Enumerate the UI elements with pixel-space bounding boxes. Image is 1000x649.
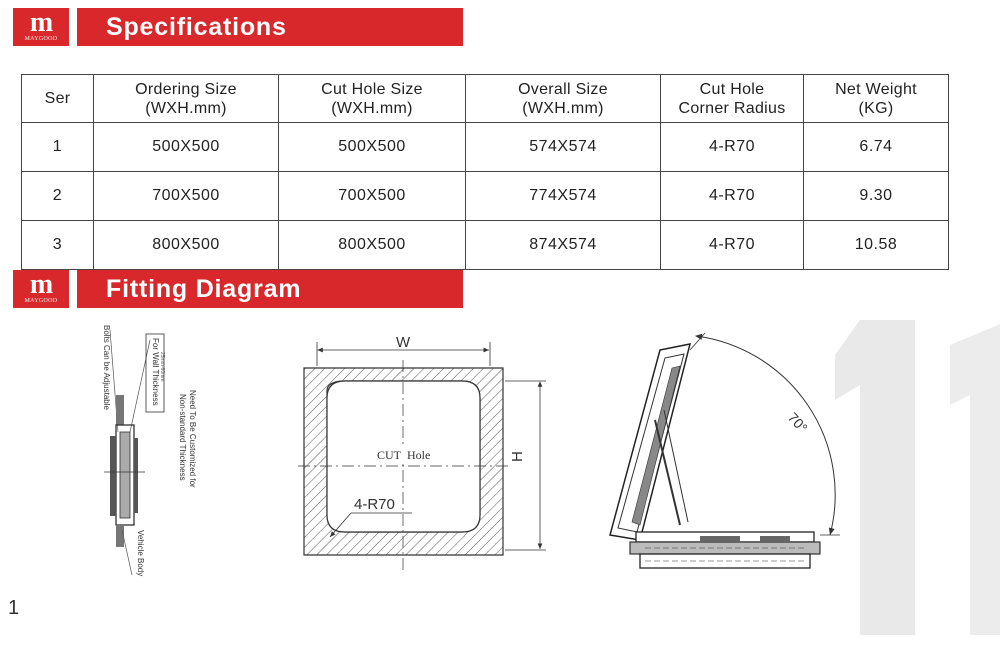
label-hole: Hole bbox=[407, 448, 431, 462]
cell-ordering-size: 800X500 bbox=[94, 221, 279, 270]
header-unit: (WXH.mm) bbox=[145, 99, 227, 117]
label-vehicle-body: Vehicle Body bbox=[136, 530, 145, 577]
label-width: W bbox=[396, 334, 411, 351]
cell-overall-size: 874X574 bbox=[466, 221, 661, 270]
label-cut: CUT bbox=[377, 448, 401, 462]
cell-corner-radius: 4-R70 bbox=[661, 123, 804, 172]
cut-hole-diagram bbox=[298, 334, 546, 570]
header-text: Overall Size bbox=[518, 80, 608, 98]
logo-name: MAYGOOD bbox=[24, 298, 58, 304]
label-bolts-adjustable: Bolts Can be Adjustable bbox=[102, 325, 111, 410]
page-number: 1 bbox=[8, 597, 20, 619]
hatch-opening-diagram bbox=[610, 333, 840, 568]
header-text: Cut Hole Size bbox=[321, 80, 423, 98]
cell-corner-radius: 4-R70 bbox=[661, 172, 804, 221]
cell-net-weight: 6.74 bbox=[804, 123, 949, 172]
label-wall-thickness: For Wall Thickness bbox=[151, 338, 160, 406]
cell-ser: 2 bbox=[22, 172, 94, 221]
cell-ordering-size: 500X500 bbox=[94, 123, 279, 172]
header-text: Net Weight bbox=[835, 80, 917, 98]
label-customized-2: Non-standard Thickness bbox=[178, 394, 187, 481]
logo-name: MAYGOOD bbox=[24, 36, 58, 42]
header-unit: (KG) bbox=[858, 99, 894, 117]
cell-cut-hole-size: 700X500 bbox=[279, 172, 466, 221]
header-text: Cut Hole bbox=[699, 80, 765, 98]
cell-overall-size: 774X574 bbox=[466, 172, 661, 221]
cell-ser: 1 bbox=[22, 123, 94, 172]
label-radius: 4-R70 bbox=[354, 496, 395, 513]
header-text: Ser bbox=[44, 90, 71, 107]
side-section-diagram bbox=[102, 325, 197, 576]
cell-cut-hole-size: 800X500 bbox=[279, 221, 466, 270]
header-unit: (WXH.mm) bbox=[522, 99, 604, 117]
label-height: H bbox=[509, 451, 526, 462]
cell-cut-hole-size: 500X500 bbox=[279, 123, 466, 172]
logo-letter: m bbox=[29, 269, 53, 300]
logo-letter: m bbox=[29, 7, 53, 38]
label-wall-range: 25mm-60mm bbox=[159, 352, 165, 382]
label-customized-1: Need To Be Customized for bbox=[188, 390, 197, 488]
cell-corner-radius: 4-R70 bbox=[661, 221, 804, 270]
section-title-specifications: Specifications bbox=[77, 8, 463, 46]
cell-net-weight: 10.58 bbox=[804, 221, 949, 270]
cell-ordering-size: 700X500 bbox=[94, 172, 279, 221]
section-title-fitting-diagram: Fitting Diagram bbox=[77, 270, 463, 308]
cell-net-weight: 9.30 bbox=[804, 172, 949, 221]
header-unit: (WXH.mm) bbox=[331, 99, 413, 117]
header-text-2: Corner Radius bbox=[678, 99, 786, 117]
header-text: Ordering Size bbox=[135, 80, 237, 98]
cell-overall-size: 574X574 bbox=[466, 123, 661, 172]
label-angle: 70° bbox=[784, 409, 811, 436]
cell-ser: 3 bbox=[22, 221, 94, 270]
